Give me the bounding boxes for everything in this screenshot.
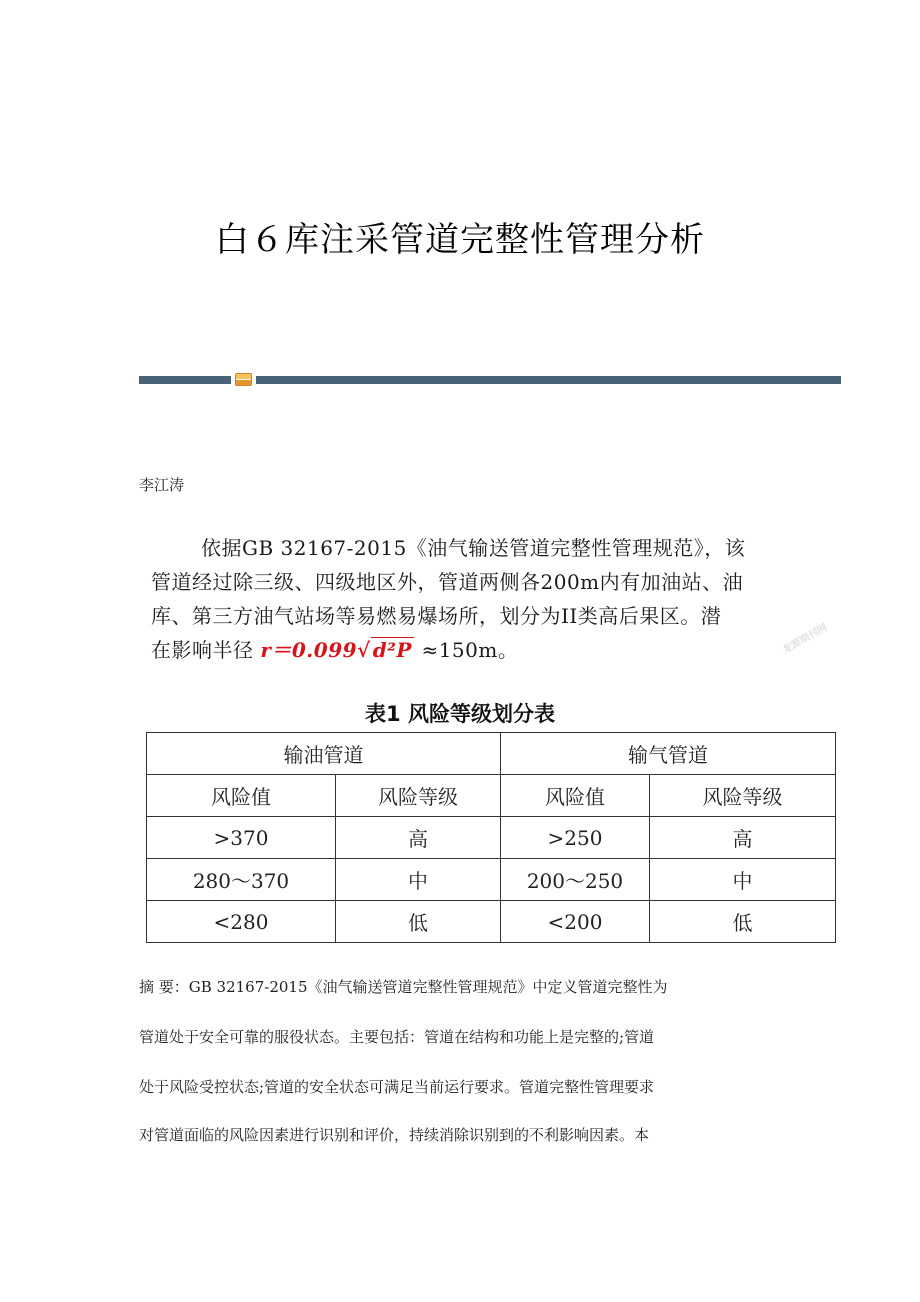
table-cell: 高 xyxy=(650,817,836,859)
abstract-line-1: 摘 要：GB 32167-2015《油气输送管道完整性管理规范》中定义管道完整性为 xyxy=(139,978,668,996)
excerpt-line-1: 依据GB 32167-2015《油气输送管道完整性管理规范》，该 xyxy=(201,536,746,560)
group-header-oil: 输油管道 xyxy=(147,733,501,775)
table-cell: 低 xyxy=(650,901,836,943)
table-row xyxy=(147,901,836,943)
excerpt-line-3: 库、第三方油气站场等易燃易爆场所，划分为II类高后果区。潜 xyxy=(151,604,722,628)
table-cell: >370 xyxy=(147,817,336,859)
table-cell: >250 xyxy=(501,817,650,859)
title-rule-left xyxy=(139,376,231,384)
watermark-text: 龙源期刊网 xyxy=(780,621,830,657)
excerpt-line-4-prefix: 在影响半径 xyxy=(151,638,254,662)
table-cell: 中 xyxy=(336,859,501,901)
table-cell: 高 xyxy=(336,817,501,859)
table-cell: <200 xyxy=(501,901,650,943)
table-column-header-row xyxy=(147,775,836,817)
document-title: 白６库注采管道完整性管理分析 xyxy=(215,220,705,260)
table-row xyxy=(147,817,836,859)
table-caption: 表1 风险等级划分表 xyxy=(365,702,555,726)
excerpt-line-2: 管道经过除三级、四级地区外，管道两侧各200m内有加油站、油 xyxy=(151,570,744,594)
title-rule-right xyxy=(256,376,841,384)
table-cell: <280 xyxy=(147,901,336,943)
excerpt-image xyxy=(139,520,839,664)
abstract-line-2: 管道处于安全可靠的服役状态。主要包括：管道在结构和功能上是完整的;管道 xyxy=(139,1028,655,1046)
excerpt-line-4-suffix: ≈150m。 xyxy=(421,638,519,662)
book-icon xyxy=(235,373,252,386)
column-header: 风险值 xyxy=(147,775,336,817)
excerpt-line-4 xyxy=(151,634,518,663)
column-header: 风险值 xyxy=(501,775,650,817)
table-cell: 280～370 xyxy=(147,859,336,901)
radius-formula: r＝0.099√ d²P xyxy=(260,638,412,662)
formula-root: d²P xyxy=(372,638,412,662)
formula-lhs: r＝0.099 xyxy=(260,638,358,662)
table-cell: 中 xyxy=(650,859,836,901)
table-group-header-row xyxy=(147,733,836,775)
abstract-line-4: 对管道面临的风险因素进行识别和评价，持续消除识别到的不利影响因素。本 xyxy=(139,1126,650,1144)
table-row xyxy=(147,859,836,901)
risk-level-table xyxy=(146,732,836,943)
column-header: 风险等级 xyxy=(336,775,501,817)
table-cell: 200～250 xyxy=(501,859,650,901)
column-header: 风险等级 xyxy=(650,775,836,817)
author-name: 李江涛 xyxy=(139,476,185,494)
group-header-gas: 输气管道 xyxy=(501,733,836,775)
abstract-line-3: 处于风险受控状态;管道的安全状态可满足当前运行要求。管道完整性管理要求 xyxy=(139,1078,655,1096)
table-cell: 低 xyxy=(336,901,501,943)
